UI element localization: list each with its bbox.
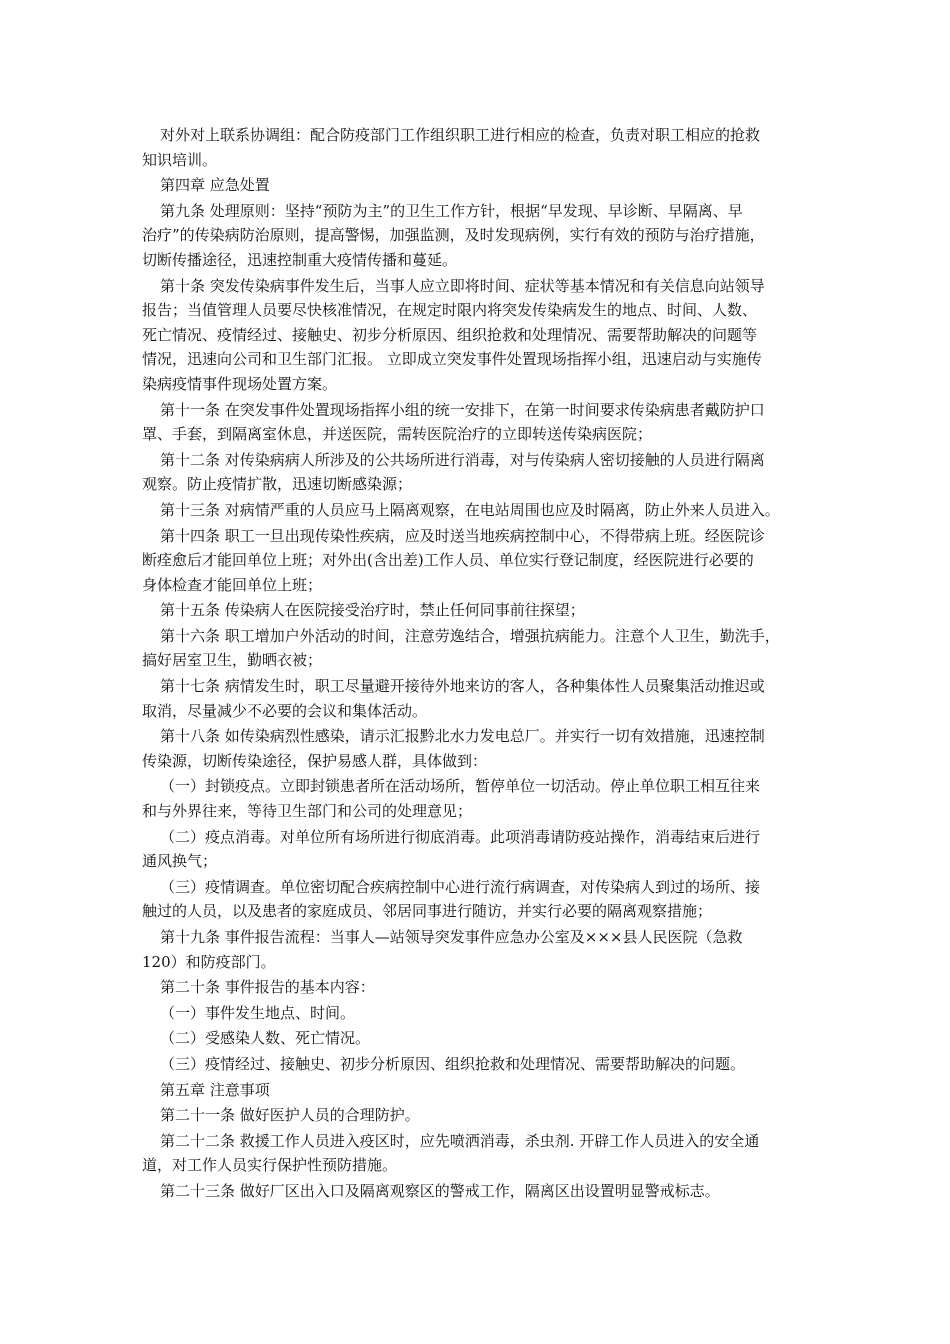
paragraph — [142, 398, 820, 447]
text-line: 第十七条 病情发生时，职工尽量避开接待外地来访的客人，各种集体性人员聚集活动推迟或 — [160, 677, 765, 696]
text-line: 罩、手套，到隔离室休息，并送医院，需转医院治疗的立即转送传染病医院； — [142, 425, 653, 444]
paragraph — [142, 1078, 820, 1103]
text-line: （三）疫情经过、接触史、初步分析原因、组织抢救和处理情况、需要帮助解决的问题。 — [160, 1054, 746, 1073]
text-line: 断痊愈后才能回单位上班；对外出(含出差)工作人员、单位实行登记制度，经医院进行必要的 — [142, 551, 754, 570]
paragraph — [142, 1129, 820, 1178]
text-line: 第二十一条 做好医护人员的合理防护。 — [160, 1106, 420, 1125]
document-body — [142, 123, 820, 1204]
text-line: 情况，迅速向公司和卫生部门汇报。 立即成立突发事件处置现场指挥小组，迅速启动与实施传 — [142, 350, 762, 369]
text-line: 第十四条 职工一旦出现传染性疾病，应及时送当地疾病控制中心，不得带病上班。经医院诊 — [160, 526, 765, 545]
paragraph — [142, 448, 820, 497]
text-line: 120）和防疫部门。 — [142, 952, 276, 971]
text-line: 染病疫情事件现场处置方案。 — [142, 374, 338, 393]
text-line: 第十二条 对传染病病人所涉及的公共场所进行消毒，对与传染病人密切接触的人员进行隔离 — [160, 450, 765, 469]
text-line: 第二十二条 救援工作人员进入疫区时，应先喷洒消毒，杀虫剂. 开辟工作人员进入的安全通 — [160, 1131, 760, 1150]
text-line: 取消，尽量减少不必要的会议和集体活动。 — [142, 701, 428, 720]
paragraph — [142, 1001, 820, 1026]
paragraph — [142, 123, 820, 172]
paragraph — [142, 274, 820, 397]
text-line: 观察。防止疫情扩散，迅速切断感染源； — [142, 475, 413, 494]
text-line: 搞好居室卫生，勤晒衣被； — [142, 651, 323, 670]
text-line: 第九条 处理原则：坚持“预防为主”的卫生工作方针，根据“早发现、早诊断、早隔离、早 — [160, 201, 743, 220]
paragraph — [142, 925, 820, 974]
text-line: 第十一条 在突发事件处置现场指挥小组的统一安排下，在第一时间要求传染病患者戴防护口 — [160, 400, 765, 419]
text-line: 第十六条 职工增加户外活动的时间，注意劳逸结合，增强抗病能力。注意个人卫生，勤洗手， — [160, 626, 780, 645]
paragraph — [142, 1052, 820, 1077]
paragraph — [142, 674, 820, 723]
text-line: 触过的人员，以及患者的家庭成员、邻居同事进行随访，并实行必要的隔离观察措施； — [142, 902, 713, 921]
paragraph — [142, 598, 820, 623]
text-line: 第二十条 事件报告的基本内容： — [160, 978, 375, 997]
paragraph — [142, 724, 820, 773]
text-line: 第五章 注意事项 — [160, 1080, 270, 1099]
text-line: 第四章 应急处置 — [160, 176, 270, 195]
paragraph — [142, 1103, 820, 1128]
text-line: （二）疫点消毒。对单位所有场所进行彻底消毒。此项消毒请防疫站操作，消毒结束后进行 — [160, 827, 761, 846]
paragraph — [142, 524, 820, 598]
text-line: 身体检查才能回单位上班； — [142, 575, 323, 594]
paragraph — [142, 1179, 820, 1204]
text-line: 报告；当值管理人员要尽快核准情况，在规定时限内将突发传染病发生的地点、时间、人数、 — [142, 301, 758, 320]
text-line: （三）疫情调查。单位密切配合疾病控制中心进行流行病调查，对传染病人到过的场所、接 — [160, 877, 761, 896]
text-line: 死亡情况、疫情经过、接触史、初步分析原因、组织抢救和处理情况、需要帮助解决的问题等 — [142, 325, 758, 344]
paragraph — [142, 624, 820, 673]
paragraph — [142, 825, 820, 874]
text-line: 治疗”的传染病防治原则，提高警惕，加强监测，及时发现病例，实行有效的预防与治疗措施， — [142, 226, 765, 245]
text-line: 对外对上联系协调组：配合防疫部门工作组织职工进行相应的检查，负责对职工相应的抢救 — [160, 126, 761, 144]
text-line: 第十九条 事件报告流程：当事人—站领导突发事件应急办公室及×××县人民医院（急救 — [160, 928, 743, 946]
text-line: 和与外界往来，等待卫生部门和公司的处理意见； — [142, 802, 473, 821]
text-line: 传染源，切断传染途径，保护易感人群，具体做到： — [142, 751, 488, 770]
paragraph — [142, 498, 820, 523]
text-line: 第二十三条 做好厂区出入口及隔离观察区的警戒工作，隔离区出设置明显警戒标志。 — [160, 1181, 720, 1200]
text-line: （一）封锁疫点。立即封锁患者所在活动场所，暂停单位一切活动。停止单位职工相互往来 — [160, 777, 761, 796]
paragraph — [142, 199, 820, 273]
text-line: 第十八条 如传染病烈性感染，请示汇报黔北水力发电总厂。并实行一切有效措施，迅速控制 — [160, 727, 765, 746]
text-line: 切断传播途径，迅速控制重大疫情传播和蔓延。 — [142, 250, 458, 269]
text-line: （一）事件发生地点、时间。 — [160, 1003, 356, 1022]
text-line: 第十条 突发传染病事件发生后，当事人应立即将时间、症状等基本情况和有关信息向站领导 — [160, 276, 765, 295]
paragraph — [142, 173, 820, 198]
paragraph — [142, 774, 820, 823]
paragraph — [142, 1026, 820, 1051]
text-line: 第十三条 对病情严重的人员应马上隔离观察，在电站周围也应及时隔离，防止外来人员进入。 — [160, 500, 780, 519]
text-line: 第十五条 传染病人在医院接受治疗时，禁止任何同事前往探望； — [160, 601, 585, 620]
text-line: 知识培训。 — [142, 150, 218, 169]
paragraph — [142, 975, 820, 1000]
paragraph — [142, 875, 820, 924]
text-line: 道，对工作人员实行保护性预防措施。 — [142, 1156, 398, 1175]
text-line: （二）受感染人数、死亡情况。 — [160, 1029, 371, 1048]
text-line: 通风换气； — [142, 852, 218, 871]
